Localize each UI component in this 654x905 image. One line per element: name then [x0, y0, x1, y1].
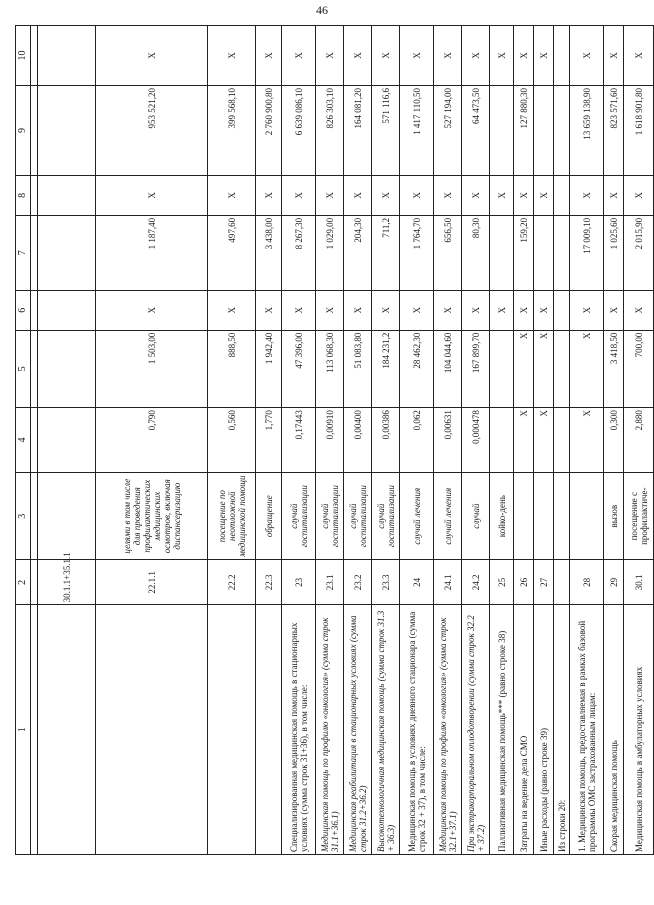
col-header-5: 5: [16, 330, 31, 407]
cell-col-3: случай лечения: [434, 472, 462, 559]
table-row: [624, 26, 654, 855]
cell-col-10: Х: [282, 26, 316, 86]
cell-col-3: обращение: [256, 472, 282, 559]
cell-col-3: [554, 472, 570, 559]
col-header-2: 2: [16, 560, 31, 605]
cell-col-1: [38, 605, 96, 855]
cell-col-5: Х: [514, 330, 534, 407]
col-header-1: 1: [16, 605, 31, 855]
cell-col-2: 30.1: [624, 560, 654, 605]
cell-col-5: 113 068,30: [316, 330, 344, 407]
cell-col-9: 164 081,20: [344, 86, 372, 176]
cell-col-6: Х: [344, 290, 372, 330]
cell-col-4: 0,062: [400, 408, 434, 473]
cell-col-8: [38, 175, 96, 215]
cell-col-5: 1 503,00: [96, 330, 208, 407]
cell-col-1: Медицинская помощь по профилю «онкология» (сумма строк 32.1+37.1): [434, 605, 462, 855]
cell-col-7: 1 187,40: [96, 215, 208, 290]
cell-col-6: Х: [624, 290, 654, 330]
table-row: [208, 26, 256, 855]
cell-col-3: [534, 472, 554, 559]
cell-col-1: Медицинская реабилитация в стационарных условиях (сумма строк 31.2+36.2): [344, 605, 372, 855]
cell-col-3: вызов: [604, 472, 624, 559]
table-row: [534, 26, 554, 855]
cell-col-3: посещение с профилактиче-: [624, 472, 654, 559]
col-header-9: 9: [16, 86, 31, 176]
table-row: [96, 26, 208, 855]
cell-col-1: Медицинская помощь по профилю «онкология» (сумма строк 31.1+36.1): [316, 605, 344, 855]
cell-col-6: Х: [462, 290, 490, 330]
cell-col-6: Х: [282, 290, 316, 330]
cell-col-3: случай лечения: [400, 472, 434, 559]
cell-col-8: Х: [208, 175, 256, 215]
cell-col-4: 0,000478: [462, 408, 490, 473]
cell-col-5: [554, 330, 570, 407]
col-header-7: 7: [16, 215, 31, 290]
cell-col-3: случай госпитализации: [316, 472, 344, 559]
cell-col-2: 23.2: [344, 560, 372, 605]
cell-col-6: Х: [570, 290, 604, 330]
table-row: [372, 26, 400, 855]
cell-col-1: 1. Медицинская помощь, предоставляемая в рамках базовой программы ОМС застрахованным лицам:: [570, 605, 604, 855]
cell-col-3: [38, 472, 96, 559]
col-header-10: 10: [16, 26, 31, 86]
cell-col-4: 0,00910: [316, 408, 344, 473]
cell-col-6: Х: [316, 290, 344, 330]
cell-col-3: случай: [462, 472, 490, 559]
cell-col-9: 953 521,20: [96, 86, 208, 176]
rotated-table-wrapper: [15, 25, 649, 855]
cell-col-9: 1 618 901,80: [624, 86, 654, 176]
cell-col-10: Х: [372, 26, 400, 86]
cell-col-9: 64 473,50: [462, 86, 490, 176]
cell-col-4: 0,00400: [344, 408, 372, 473]
cell-col-5: 888,50: [208, 330, 256, 407]
cell-col-9: 399 568,10: [208, 86, 256, 176]
cell-col-7: 656,50: [434, 215, 462, 290]
cell-col-2: 25: [490, 560, 514, 605]
cell-col-8: Х: [372, 175, 400, 215]
cell-col-1: Паллиативная медицинская помощь*** (равно строке 38): [490, 605, 514, 855]
table-row: [514, 26, 534, 855]
cell-col-1: [208, 605, 256, 855]
cell-col-2: 24.1: [434, 560, 462, 605]
cell-col-9: 826 303,10: [316, 86, 344, 176]
cell-col-5: [38, 330, 96, 407]
cell-col-3: посещение по неотложной медицинской помощи: [208, 472, 256, 559]
cell-col-9: 127 880,30: [514, 86, 534, 176]
cell-col-10: [38, 26, 96, 86]
cell-col-10: Х: [514, 26, 534, 86]
cell-col-6: [554, 290, 570, 330]
cell-col-3: случай госпитализации: [282, 472, 316, 559]
cell-col-4: 0,560: [208, 408, 256, 473]
cell-col-1: Медицинская помощь в условиях дневного стационара (сумма строк 32 + 37), в том числе:: [400, 605, 434, 855]
col-header-6: 6: [16, 290, 31, 330]
cell-col-7: 497,60: [208, 215, 256, 290]
cell-col-4: 0,17443: [282, 408, 316, 473]
cell-col-7: 159,20: [514, 215, 534, 290]
cell-col-5: 51 083,80: [344, 330, 372, 407]
cell-col-4: [554, 408, 570, 473]
cell-col-4: 0,790: [96, 408, 208, 473]
cell-col-3: целями в том числе для проведения профилактических медицинских осмотров, включая диспансеризацию: [96, 472, 208, 559]
cell-col-7: [554, 215, 570, 290]
cell-col-7: 2 015,90: [624, 215, 654, 290]
cell-col-1: При экстракорпоральном оплодотворении (сумма строк 32.2 + 37.2): [462, 605, 490, 855]
cell-col-6: Х: [490, 290, 514, 330]
cell-col-9: 823 571,60: [604, 86, 624, 176]
page-number: 46: [316, 3, 328, 17]
cell-col-8: Х: [534, 175, 554, 215]
cell-col-7: 711,2: [372, 215, 400, 290]
cell-col-4: 1,770: [256, 408, 282, 473]
cell-col-5: 3 418,50: [604, 330, 624, 407]
table-row: [554, 26, 570, 855]
cell-col-7: 1 764,70: [400, 215, 434, 290]
cell-col-8: Х: [400, 175, 434, 215]
cell-col-8: Х: [570, 175, 604, 215]
cell-col-3: [514, 472, 534, 559]
cell-col-4: Х: [570, 408, 604, 473]
cell-col-5: [490, 330, 514, 407]
cell-col-10: Х: [96, 26, 208, 86]
cell-col-5: 184 231,2: [372, 330, 400, 407]
cell-col-10: Х: [316, 26, 344, 86]
cell-col-8: Х: [96, 175, 208, 215]
col-header-4: 4: [16, 408, 31, 473]
table-row: [570, 26, 604, 855]
cell-col-9: 571 116,6: [372, 86, 400, 176]
cell-col-6: Х: [514, 290, 534, 330]
cell-col-5: 700,00: [624, 330, 654, 407]
cell-col-6: Х: [208, 290, 256, 330]
cell-col-4: 0,00631: [434, 408, 462, 473]
table-row: [604, 26, 624, 855]
cell-col-2: 22.2: [208, 560, 256, 605]
column-number-row: [16, 26, 31, 855]
cell-col-2: 23: [282, 560, 316, 605]
cell-col-10: Х: [534, 26, 554, 86]
cell-col-8: Х: [282, 175, 316, 215]
cell-col-4: Х: [534, 408, 554, 473]
cell-col-10: Х: [490, 26, 514, 86]
cell-col-5: 1 942,40: [256, 330, 282, 407]
cell-col-10: Х: [256, 26, 282, 86]
cell-col-2: 30.1.1+35.1.1: [38, 560, 96, 605]
col-header-8: 8: [16, 175, 31, 215]
cell-col-8: Х: [256, 175, 282, 215]
cell-col-5: 47 396,00: [282, 330, 316, 407]
table-row: [462, 26, 490, 855]
cell-col-7: 17 009,10: [570, 215, 604, 290]
cell-col-5: Х: [534, 330, 554, 407]
cell-col-9: 527 194,00: [434, 86, 462, 176]
cell-col-4: 0,00386: [372, 408, 400, 473]
table-row: [38, 26, 96, 855]
cell-col-10: Х: [604, 26, 624, 86]
cell-col-7: [38, 215, 96, 290]
cell-col-1: Из строки 20:: [554, 605, 570, 855]
cell-col-4: [38, 408, 96, 473]
cell-col-4: Х: [514, 408, 534, 473]
cell-col-2: 23.3: [372, 560, 400, 605]
cell-col-7: 204,30: [344, 215, 372, 290]
cell-col-1: Скорая медицинская помощь: [604, 605, 624, 855]
cell-col-9: [554, 86, 570, 176]
cell-col-10: Х: [400, 26, 434, 86]
cell-col-5: 167 899,70: [462, 330, 490, 407]
cell-col-8: [554, 175, 570, 215]
cell-col-6: Х: [400, 290, 434, 330]
cell-col-2: 26: [514, 560, 534, 605]
cell-col-3: [570, 472, 604, 559]
cell-col-9: [534, 86, 554, 176]
cell-col-10: Х: [570, 26, 604, 86]
cell-col-2: 29: [604, 560, 624, 605]
cell-col-2: 28: [570, 560, 604, 605]
cell-col-10: Х: [624, 26, 654, 86]
cell-col-6: Х: [604, 290, 624, 330]
cell-col-8: Х: [514, 175, 534, 215]
cell-col-4: 0,300: [604, 408, 624, 473]
cell-col-6: Х: [434, 290, 462, 330]
cell-col-8: Х: [344, 175, 372, 215]
cell-col-4: [490, 408, 514, 473]
cell-col-8: Х: [462, 175, 490, 215]
cell-col-2: 22.1.1: [96, 560, 208, 605]
cell-col-6: Х: [96, 290, 208, 330]
cell-col-9: 2 760 900,80: [256, 86, 282, 176]
cell-col-7: [490, 215, 514, 290]
table-row: [282, 26, 316, 855]
cell-col-1: Специализированная медицинская помощь в стационарных условиях (сумма строк 31+36), в том числе:: [282, 605, 316, 855]
cell-col-8: Х: [434, 175, 462, 215]
cell-col-5: 104 044,60: [434, 330, 462, 407]
cell-col-1: Высокотехнологичная медицинская помощь (сумма строк 31.3 + 36.3): [372, 605, 400, 855]
cell-col-1: [96, 605, 208, 855]
cell-col-8: Х: [490, 175, 514, 215]
cell-col-7: 1 029,00: [316, 215, 344, 290]
cell-col-5: 28 462,30: [400, 330, 434, 407]
cell-col-7: 3 438,00: [256, 215, 282, 290]
cell-col-10: Х: [434, 26, 462, 86]
cell-col-6: Х: [534, 290, 554, 330]
table-row: [434, 26, 462, 855]
table-row: [400, 26, 434, 855]
cell-col-10: Х: [344, 26, 372, 86]
table-row: [344, 26, 372, 855]
cell-col-7: [534, 215, 554, 290]
cell-col-4: 2,880: [624, 408, 654, 473]
cell-col-9: [38, 86, 96, 176]
cell-col-7: 80,30: [462, 215, 490, 290]
table-row: [490, 26, 514, 855]
cell-col-6: [38, 290, 96, 330]
table-row: [256, 26, 282, 855]
cell-col-10: [554, 26, 570, 86]
cell-col-9: [490, 86, 514, 176]
cell-col-1: [256, 605, 282, 855]
cell-col-1: Медицинская помощь в амбулаторных условиях: [624, 605, 654, 855]
col-header-3: 3: [16, 472, 31, 559]
cell-col-2: 24: [400, 560, 434, 605]
cell-col-9: 13 659 138,90: [570, 86, 604, 176]
cell-col-7: 8 267,30: [282, 215, 316, 290]
cell-col-9: 6 639 086,10: [282, 86, 316, 176]
cell-col-7: 1 025,60: [604, 215, 624, 290]
cell-col-1: Затраты на ведение дела СМО: [514, 605, 534, 855]
cell-col-3: случай госпитализации: [344, 472, 372, 559]
cell-col-6: Х: [256, 290, 282, 330]
cell-col-5: Х: [570, 330, 604, 407]
cell-col-2: 22.3: [256, 560, 282, 605]
cell-col-2: 23.1: [316, 560, 344, 605]
cell-col-8: Х: [604, 175, 624, 215]
financing-table: [15, 25, 654, 855]
cell-col-10: Х: [208, 26, 256, 86]
cell-col-1: Иные расходы (равно строке 39): [534, 605, 554, 855]
spacer-row: [31, 26, 38, 855]
table-row: [316, 26, 344, 855]
cell-col-6: Х: [372, 290, 400, 330]
cell-col-2: 24.2: [462, 560, 490, 605]
cell-col-2: 27: [534, 560, 554, 605]
cell-col-2: [554, 560, 570, 605]
cell-col-8: Х: [624, 175, 654, 215]
cell-col-9: 1 417 110,50: [400, 86, 434, 176]
cell-col-10: Х: [462, 26, 490, 86]
cell-col-3: случай госпитализации: [372, 472, 400, 559]
cell-col-8: Х: [316, 175, 344, 215]
cell-col-3: койко-день: [490, 472, 514, 559]
